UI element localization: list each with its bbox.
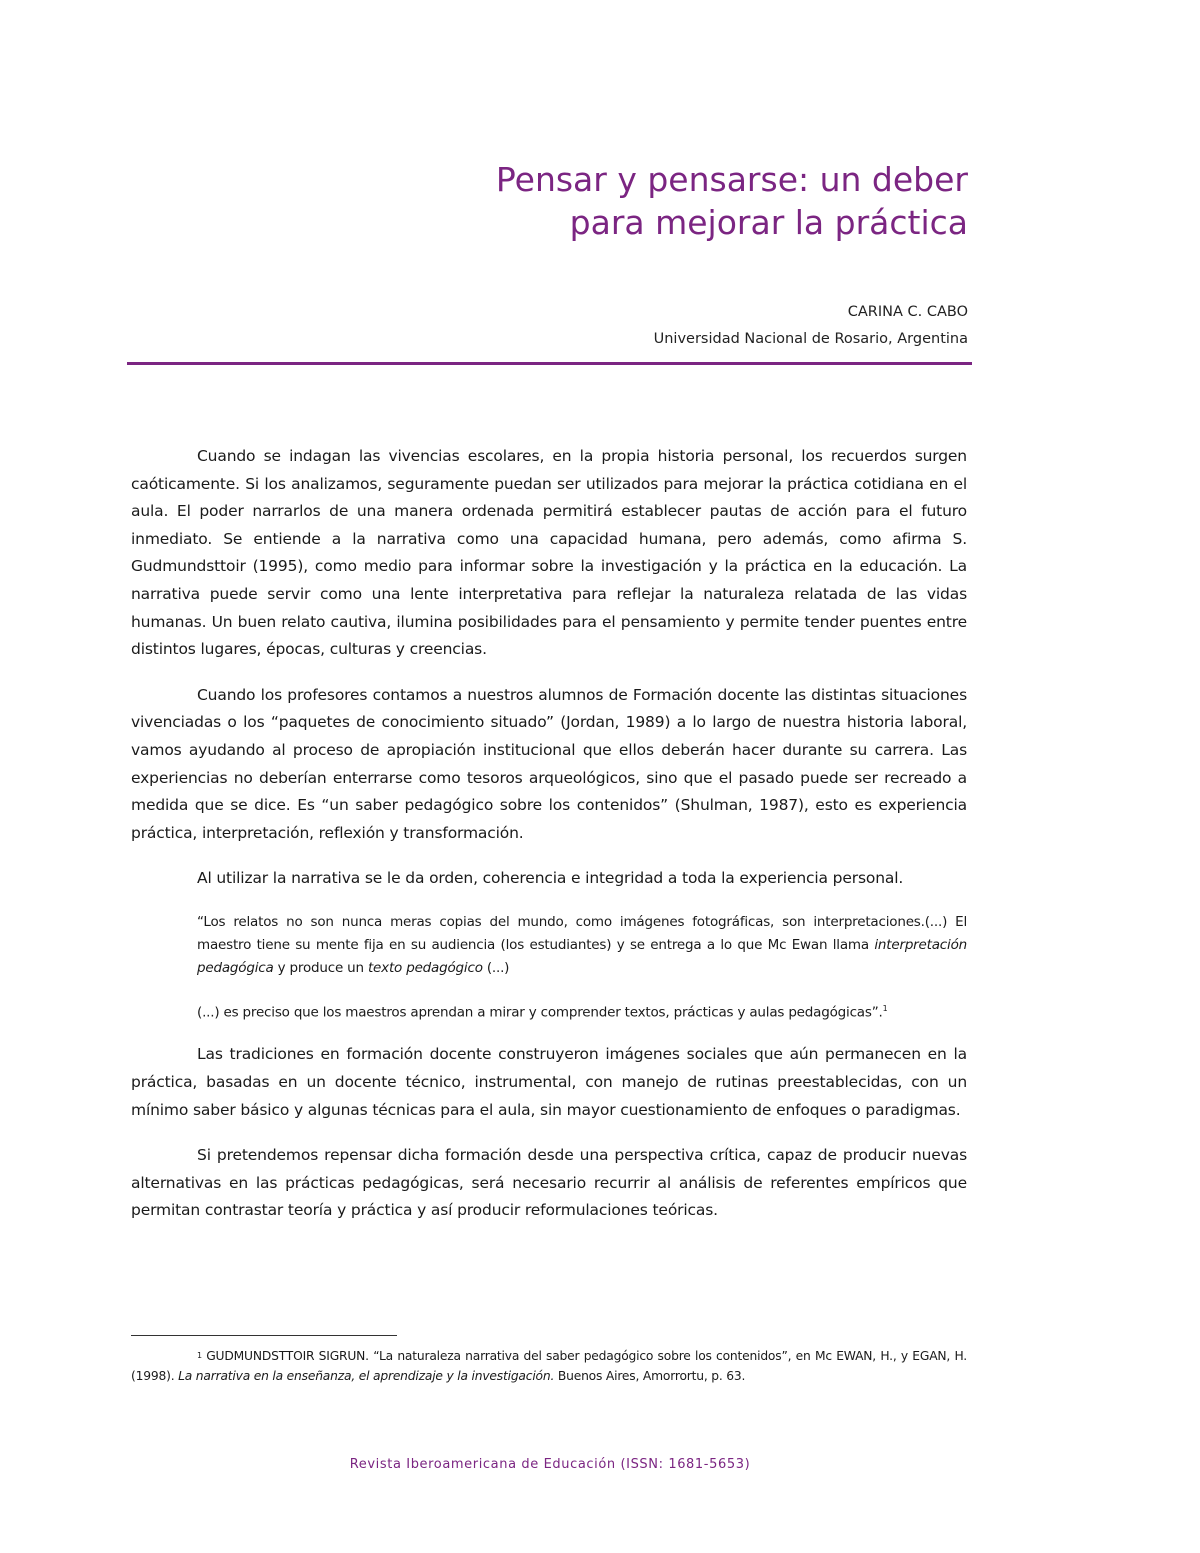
paragraph-2: Cuando los profesores contamos a nuestros alumnos de Formación docente las distintas situaciones vivenciadas o los “paquetes de conocimiento situado” (Jordan, 1989) a lo largo de nuestra historia laboral, vamos ayudando al proceso de apropiación institucional que ellos deberán hacer durante su carrera. Las experiencias no deberían enterrarse como tesoros arqueológicos, sino que el pasado puede ser recreado a medida que se dice. Es “un saber pedagógico sobre los contenidos” (Shulman, 1987), esto es experiencia práctica, interpretación, reflexión y transformación. [131, 685, 967, 842]
footnote-number: 1 [197, 1351, 202, 1360]
footnote [131, 1346, 967, 1386]
quote-text-b: y produce un [273, 959, 368, 976]
author-block [654, 299, 968, 353]
header-divider [127, 362, 972, 365]
quote-italic-2: texto pedagógico [367, 959, 483, 976]
block-quote-2 [197, 997, 967, 1025]
footnote-italic: La narrativa en la enseñanza, el aprendizaje y la investigación. [178, 1369, 555, 1383]
title-line-2: para mejorar la práctica [569, 203, 968, 242]
footnote-divider [131, 1335, 397, 1336]
quote-text-a: “Los relatos no son nunca meras copias del mundo, como imágenes fotográficas, son interpretaciones.(...) El maestro tiene su mente fija en su audiencia (los estudiantes) y se entrega a lo que Mc Ewan llama [197, 913, 967, 953]
quote-2-text: (...) es preciso que los maestros aprendan a mirar y comprender textos, prácticas y aulas pedagógicas”. [197, 1004, 883, 1021]
paragraph-3: Al utilizar la narrativa se le da orden, coherencia e integridad a toda la experiencia personal. [197, 869, 904, 888]
block-quote-1 [197, 911, 967, 980]
author-affiliation: Universidad Nacional de Rosario, Argentina [653, 331, 968, 347]
author-name: CARINA C. CABO [847, 304, 968, 320]
quote-text-c: (...) [482, 959, 510, 976]
quote-italic-1: interpretación pedagógica [197, 936, 967, 976]
paragraph-1: Cuando se indagan las vivencias escolares, en la propia historia personal, los recuerdos surgen caóticamente. Si los analizamos, seguramente puedan ser utilizados para mejorar la práctica cotidiana en el aula. El poder narrarlos de una manera ordenada permitirá establecer pautas de acción para el futuro inmediato. Se entiende a la narrativa como una capacidad humana, pero además, como afirma S. Gudmundsttoir (1995), como medio para informar sobre la investigación y la práctica en la educación. La narrativa puede servir como una lente interpretativa para reflejar la naturaleza relatada de las vidas humanas. Un buen relato cautiva, ilumina posibilidades para el pensamiento y permite tender puentes entre distintos lugares, épocas, culturas y creencias. [131, 447, 967, 659]
footnote-text-a: GUDMUNDSTTOIR SIGRUN. “La naturaleza narrativa del saber pedagógico sobre los contenidos”, en Mc EWAN, H., y EGAN, H. (1998). [131, 1349, 967, 1383]
article-body [131, 443, 967, 1243]
article-title [496, 158, 968, 244]
title-line-1: Pensar y pensarse: un deber [495, 160, 968, 199]
paragraph-5: Si pretendemos repensar dicha formación desde una perspectiva crítica, capaz de producir nuevas alternativas en las prácticas pedagógicas, será necesario recurrir al análisis de referentes empíricos que permitan contrastar teoría y práctica y así producir reformulaciones teóricas. [131, 1146, 967, 1220]
footnote-text-b: Buenos Aires, Amorrortu, p. 63. [554, 1369, 746, 1383]
paragraph-4: Las tradiciones en formación docente construyeron imágenes sociales que aún permanecen en la práctica, basadas en un docente técnico, instrumental, con manejo de rutinas preestablecidas, con un mínimo saber básico y algunas técnicas para el aula, sin mayor cuestionamiento de enfoques o paradigmas. [131, 1045, 967, 1119]
footnote-reference: 1 [882, 1003, 888, 1013]
journal-footer: Revista Iberoamericana de Educación (ISSN: 1681-5653) [349, 1457, 751, 1472]
